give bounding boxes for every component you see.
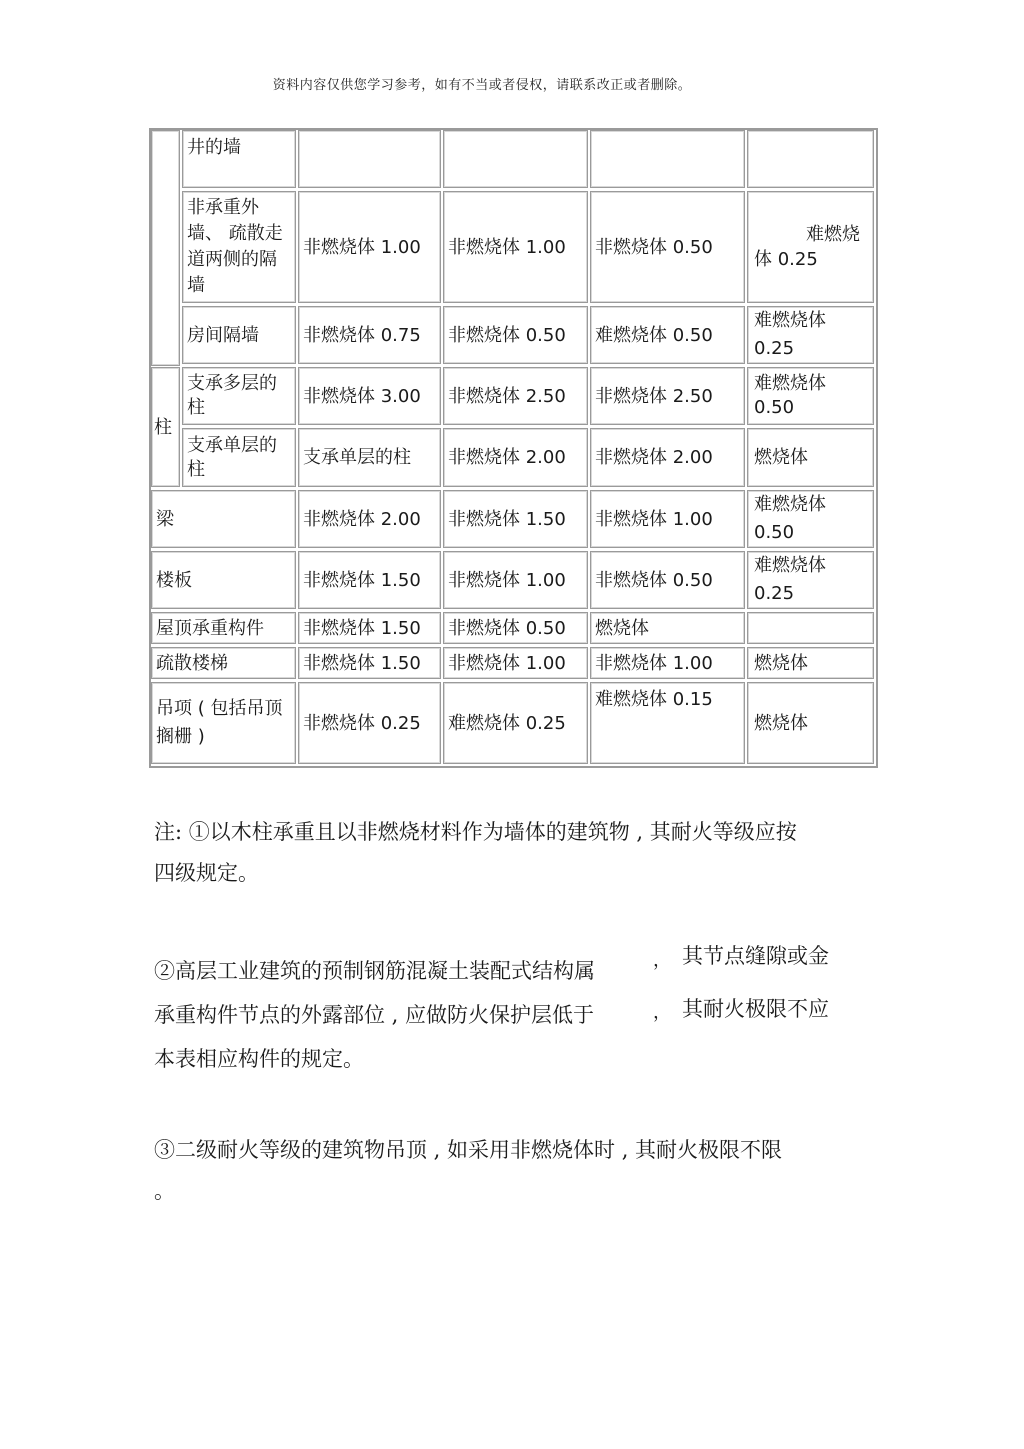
table-cell: 燃烧体 xyxy=(747,682,874,764)
row-label: 屋顶承重构件 xyxy=(151,612,296,644)
table-cell: 非燃烧体 1.50 xyxy=(443,490,588,548)
table-cell xyxy=(747,367,874,425)
table-cell: 难燃烧体 0.25 xyxy=(443,682,588,764)
table-cell: 非燃烧体 2.00 xyxy=(443,428,588,487)
table-cell: 非燃烧体 1.50 xyxy=(298,551,441,609)
row-label xyxy=(182,428,296,487)
table-cell: 支承单层的柱 xyxy=(298,428,441,487)
table-cell xyxy=(747,551,874,609)
row-label xyxy=(182,191,296,303)
table-cell: 非燃烧体 1.00 xyxy=(443,551,588,609)
note-2-line-3: 本表相应构件的规定。 xyxy=(154,1047,364,1071)
table-cell: 非燃烧体 0.25 xyxy=(298,682,441,764)
table-cell: 非燃烧体 0.50 xyxy=(443,306,588,364)
table-cell: 非燃烧体 2.00 xyxy=(590,428,745,487)
table-cell: 非燃烧体 1.00 xyxy=(298,191,441,303)
row-label-text: 非承重外墙、 疏散走道两侧的隔墙 xyxy=(187,197,283,296)
table-cell: 非燃烧体 0.50 xyxy=(443,612,588,644)
row-label: 楼板 xyxy=(151,551,296,609)
table-cell: 非燃烧体 0.50 xyxy=(590,191,745,303)
table-cell: 非燃烧体 0.75 xyxy=(298,306,441,364)
cell-text: 难燃烧体 0.50 xyxy=(754,373,826,418)
note-2-line-2: 承重构件节点的外露部位 , 应做防火保护层低于 xyxy=(154,1003,595,1027)
row-label: 房间隔墙 xyxy=(182,306,296,364)
table-cell: 难燃烧体 0.15 xyxy=(590,682,745,764)
note-2-line-1: ②高层工业建筑的预制钢筋混凝土装配式结构属 xyxy=(154,959,595,983)
note-3-line-2: 。 xyxy=(154,1179,175,1203)
table-cell xyxy=(747,191,874,303)
table-cell xyxy=(747,490,874,548)
table-cell: 非燃烧体 1.00 xyxy=(443,647,588,679)
row-label: 梁 xyxy=(151,490,296,548)
table-cell: 燃烧体 xyxy=(590,612,745,644)
cell-text: 难燃烧体 0.25 xyxy=(754,555,826,604)
fire-resistance-table xyxy=(149,128,878,768)
table-cell: 非燃烧体 2.50 xyxy=(590,367,745,425)
note-2-line-2-right: 其耐火极限不应 xyxy=(682,997,829,1021)
table-cell: 非燃烧体 1.00 xyxy=(590,490,745,548)
note-2-comma-2: ， xyxy=(653,1002,671,1023)
note-3-line-1: ③二级耐火等级的建筑物吊顶 , 如采用非燃烧体时 , 其耐火极限不限 xyxy=(154,1138,783,1162)
table-cell xyxy=(747,130,874,188)
row-label: 井的墙 xyxy=(182,130,296,188)
row-label-text: 支承单层的柱 xyxy=(187,434,277,480)
page-header: 资料内容仅供您学习参考，如有不当或者侵权，请联系改正或者删除。 xyxy=(272,78,692,93)
table-cell: 燃烧体 xyxy=(747,647,874,679)
table-cell: 非燃烧体 1.50 xyxy=(298,612,441,644)
table-cell: 燃烧体 xyxy=(747,428,874,487)
wall-group-cell xyxy=(151,130,180,366)
row-label xyxy=(182,367,296,425)
note-1-line-2: 四级规定。 xyxy=(154,861,259,885)
table-cell: 非燃烧体 1.00 xyxy=(443,191,588,303)
cell-text: 难燃烧体 0.50 xyxy=(754,494,826,543)
note-1-line-1: 注: ①以木柱承重且以非燃烧材料作为墙体的建筑物 , 其耐火等级应按 xyxy=(154,820,797,844)
row-label-text: 支承多层的柱 xyxy=(187,373,277,418)
cell-text: 难燃烧体 0.25 xyxy=(754,310,826,359)
table-cell: 非燃烧体 2.50 xyxy=(443,367,588,425)
table-cell xyxy=(747,612,874,644)
table-cell xyxy=(443,130,588,188)
row-label: 疏散楼梯 xyxy=(151,647,296,679)
note-2-line-1-right: 其节点缝隙或金 xyxy=(682,944,829,968)
table-cell: 非燃烧体 3.00 xyxy=(298,367,441,425)
table-cell: 非燃烧体 1.50 xyxy=(298,647,441,679)
table-cell: 非燃烧体 2.00 xyxy=(298,490,441,548)
row-label xyxy=(151,682,296,764)
table-cell xyxy=(747,306,874,364)
table-cell: 难燃烧体 0.50 xyxy=(590,306,745,364)
table-cell xyxy=(298,130,441,188)
cell-text: 难燃烧体 0.25 xyxy=(754,224,860,270)
note-2-comma-1: ， xyxy=(653,950,671,971)
row-label-text: 吊项 ( 包括吊顶搁栅 ) xyxy=(156,698,283,747)
table-cell: 非燃烧体 1.00 xyxy=(590,647,745,679)
table-cell: 非燃烧体 0.50 xyxy=(590,551,745,609)
column-group-label: 柱 xyxy=(151,367,180,487)
table-cell xyxy=(590,130,745,188)
